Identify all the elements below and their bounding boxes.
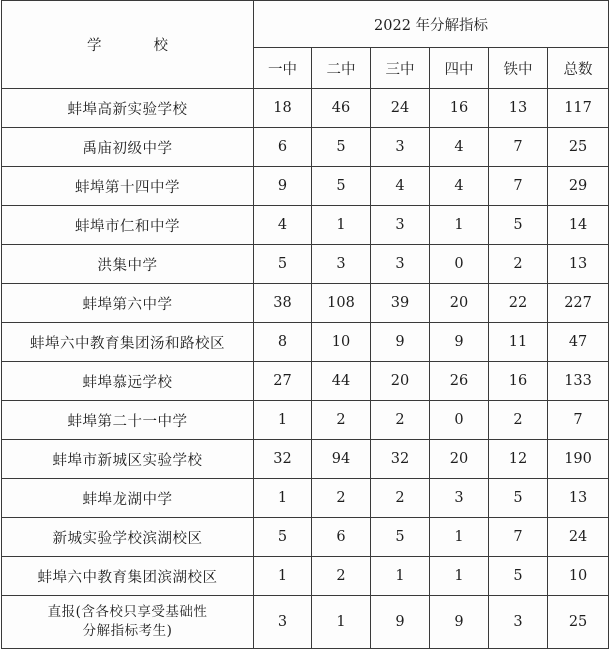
cell-value: 1 — [371, 557, 430, 596]
cell-total: 25 — [548, 128, 609, 167]
cell-value: 8 — [254, 323, 312, 362]
cell-value: 1 — [254, 557, 312, 596]
cell-total: 13 — [548, 479, 609, 518]
cell-value: 32 — [371, 440, 430, 479]
cell-value: 18 — [254, 89, 312, 128]
table-row — [2, 518, 609, 557]
cell-value: 2 — [312, 401, 371, 440]
cell-value: 5 — [312, 167, 371, 206]
col-header-erzhong: 二中 — [312, 48, 371, 89]
cell-total: 117 — [548, 89, 609, 128]
table-row — [2, 167, 609, 206]
table-row — [2, 557, 609, 596]
allocation-table — [1, 0, 609, 649]
cell-value: 2 — [489, 245, 548, 284]
cell-value: 3 — [371, 245, 430, 284]
cell-value: 0 — [430, 401, 489, 440]
cell-value: 6 — [254, 128, 312, 167]
cell-total: 29 — [548, 167, 609, 206]
cell-value: 1 — [430, 518, 489, 557]
school-name: 蚌埠第十四中学 — [2, 167, 254, 206]
table-row — [2, 89, 609, 128]
table-row — [2, 128, 609, 167]
table-row — [2, 323, 609, 362]
cell-value: 1 — [430, 206, 489, 245]
cell-value: 2 — [371, 401, 430, 440]
cell-value: 38 — [254, 284, 312, 323]
table-row — [2, 284, 609, 323]
cell-value: 5 — [489, 557, 548, 596]
cell-value: 3 — [371, 206, 430, 245]
school-name: 洪集中学 — [2, 245, 254, 284]
cell-value: 12 — [489, 440, 548, 479]
cell-value: 5 — [371, 518, 430, 557]
cell-total: 13 — [548, 245, 609, 284]
cell-value: 6 — [312, 518, 371, 557]
cell-value: 16 — [430, 89, 489, 128]
school-name: 蚌埠第六中学 — [2, 284, 254, 323]
cell-total: 190 — [548, 440, 609, 479]
school-header-char-2: 校 — [153, 38, 168, 54]
table-row — [2, 245, 609, 284]
cell-value: 9 — [371, 323, 430, 362]
cell-value: 1 — [430, 557, 489, 596]
cell-value: 1 — [312, 596, 371, 649]
cell-value: 3 — [312, 245, 371, 284]
cell-value: 5 — [254, 518, 312, 557]
school-name: 蚌埠慕远学校 — [2, 362, 254, 401]
cell-value: 7 — [489, 167, 548, 206]
cell-value: 22 — [489, 284, 548, 323]
table-row — [2, 206, 609, 245]
direct-report-line-1: 直报(含各校只享受基础性 — [47, 604, 208, 620]
cell-value: 2 — [489, 401, 548, 440]
cell-value: 20 — [430, 284, 489, 323]
cell-value: 5 — [489, 206, 548, 245]
school-name-direct-report — [2, 596, 254, 649]
school-name: 蚌埠第二十一中学 — [2, 401, 254, 440]
school-name: 蚌埠六中教育集团滨湖校区 — [2, 557, 254, 596]
cell-value: 20 — [430, 440, 489, 479]
col-header-sanzhong: 三中 — [371, 48, 430, 89]
cell-value: 5 — [254, 245, 312, 284]
cell-value: 108 — [312, 284, 371, 323]
cell-value: 4 — [371, 167, 430, 206]
cell-value: 4 — [430, 128, 489, 167]
col-header-yizhong: 一中 — [254, 48, 312, 89]
year-allocation-header: 2022 年分解指标 — [254, 1, 609, 48]
cell-value: 3 — [430, 479, 489, 518]
direct-report-line-2: 分解指标考生) — [82, 623, 173, 639]
cell-value: 7 — [489, 518, 548, 557]
cell-value: 46 — [312, 89, 371, 128]
col-header-sizhong: 四中 — [430, 48, 489, 89]
col-header-tiezhong: 铁中 — [489, 48, 548, 89]
cell-value: 3 — [489, 596, 548, 649]
table-row — [2, 362, 609, 401]
table-body — [2, 89, 609, 649]
cell-value: 13 — [489, 89, 548, 128]
school-name: 蚌埠六中教育集团汤和路校区 — [2, 323, 254, 362]
cell-value: 20 — [371, 362, 430, 401]
cell-value: 16 — [489, 362, 548, 401]
cell-value: 3 — [371, 128, 430, 167]
cell-value: 4 — [430, 167, 489, 206]
cell-value: 27 — [254, 362, 312, 401]
cell-value: 2 — [371, 479, 430, 518]
cell-value: 26 — [430, 362, 489, 401]
cell-value: 2 — [312, 557, 371, 596]
cell-value: 1 — [254, 479, 312, 518]
cell-value: 24 — [371, 89, 430, 128]
school-name: 禹庙初级中学 — [2, 128, 254, 167]
table-row-direct-report — [2, 596, 609, 649]
cell-value: 7 — [489, 128, 548, 167]
cell-value: 9 — [254, 167, 312, 206]
cell-value: 4 — [254, 206, 312, 245]
cell-total: 10 — [548, 557, 609, 596]
cell-value: 39 — [371, 284, 430, 323]
school-name: 蚌埠市仁和中学 — [2, 206, 254, 245]
cell-value: 5 — [312, 128, 371, 167]
school-name: 蚌埠市新城区实验学校 — [2, 440, 254, 479]
table-row — [2, 479, 609, 518]
cell-value: 0 — [430, 245, 489, 284]
cell-total: 14 — [548, 206, 609, 245]
allocation-table-wrapper — [1, 0, 609, 649]
school-column-header — [2, 1, 254, 89]
school-name: 新城实验学校滨湖校区 — [2, 518, 254, 557]
cell-total: 25 — [548, 596, 609, 649]
col-header-total: 总数 — [548, 48, 609, 89]
cell-value: 32 — [254, 440, 312, 479]
cell-value: 5 — [489, 479, 548, 518]
cell-total: 47 — [548, 323, 609, 362]
school-header-char-1: 学 — [87, 38, 102, 54]
cell-value: 9 — [430, 596, 489, 649]
cell-value: 9 — [430, 323, 489, 362]
cell-total: 7 — [548, 401, 609, 440]
cell-value: 44 — [312, 362, 371, 401]
cell-value: 2 — [312, 479, 371, 518]
table-row — [2, 440, 609, 479]
cell-value: 11 — [489, 323, 548, 362]
cell-total: 24 — [548, 518, 609, 557]
cell-total: 227 — [548, 284, 609, 323]
table-row — [2, 401, 609, 440]
school-name: 蚌埠高新实验学校 — [2, 89, 254, 128]
cell-value: 1 — [254, 401, 312, 440]
school-name: 蚌埠龙湖中学 — [2, 479, 254, 518]
cell-value: 94 — [312, 440, 371, 479]
cell-total: 133 — [548, 362, 609, 401]
cell-value: 10 — [312, 323, 371, 362]
cell-value: 3 — [254, 596, 312, 649]
cell-value: 1 — [312, 206, 371, 245]
cell-value: 9 — [371, 596, 430, 649]
